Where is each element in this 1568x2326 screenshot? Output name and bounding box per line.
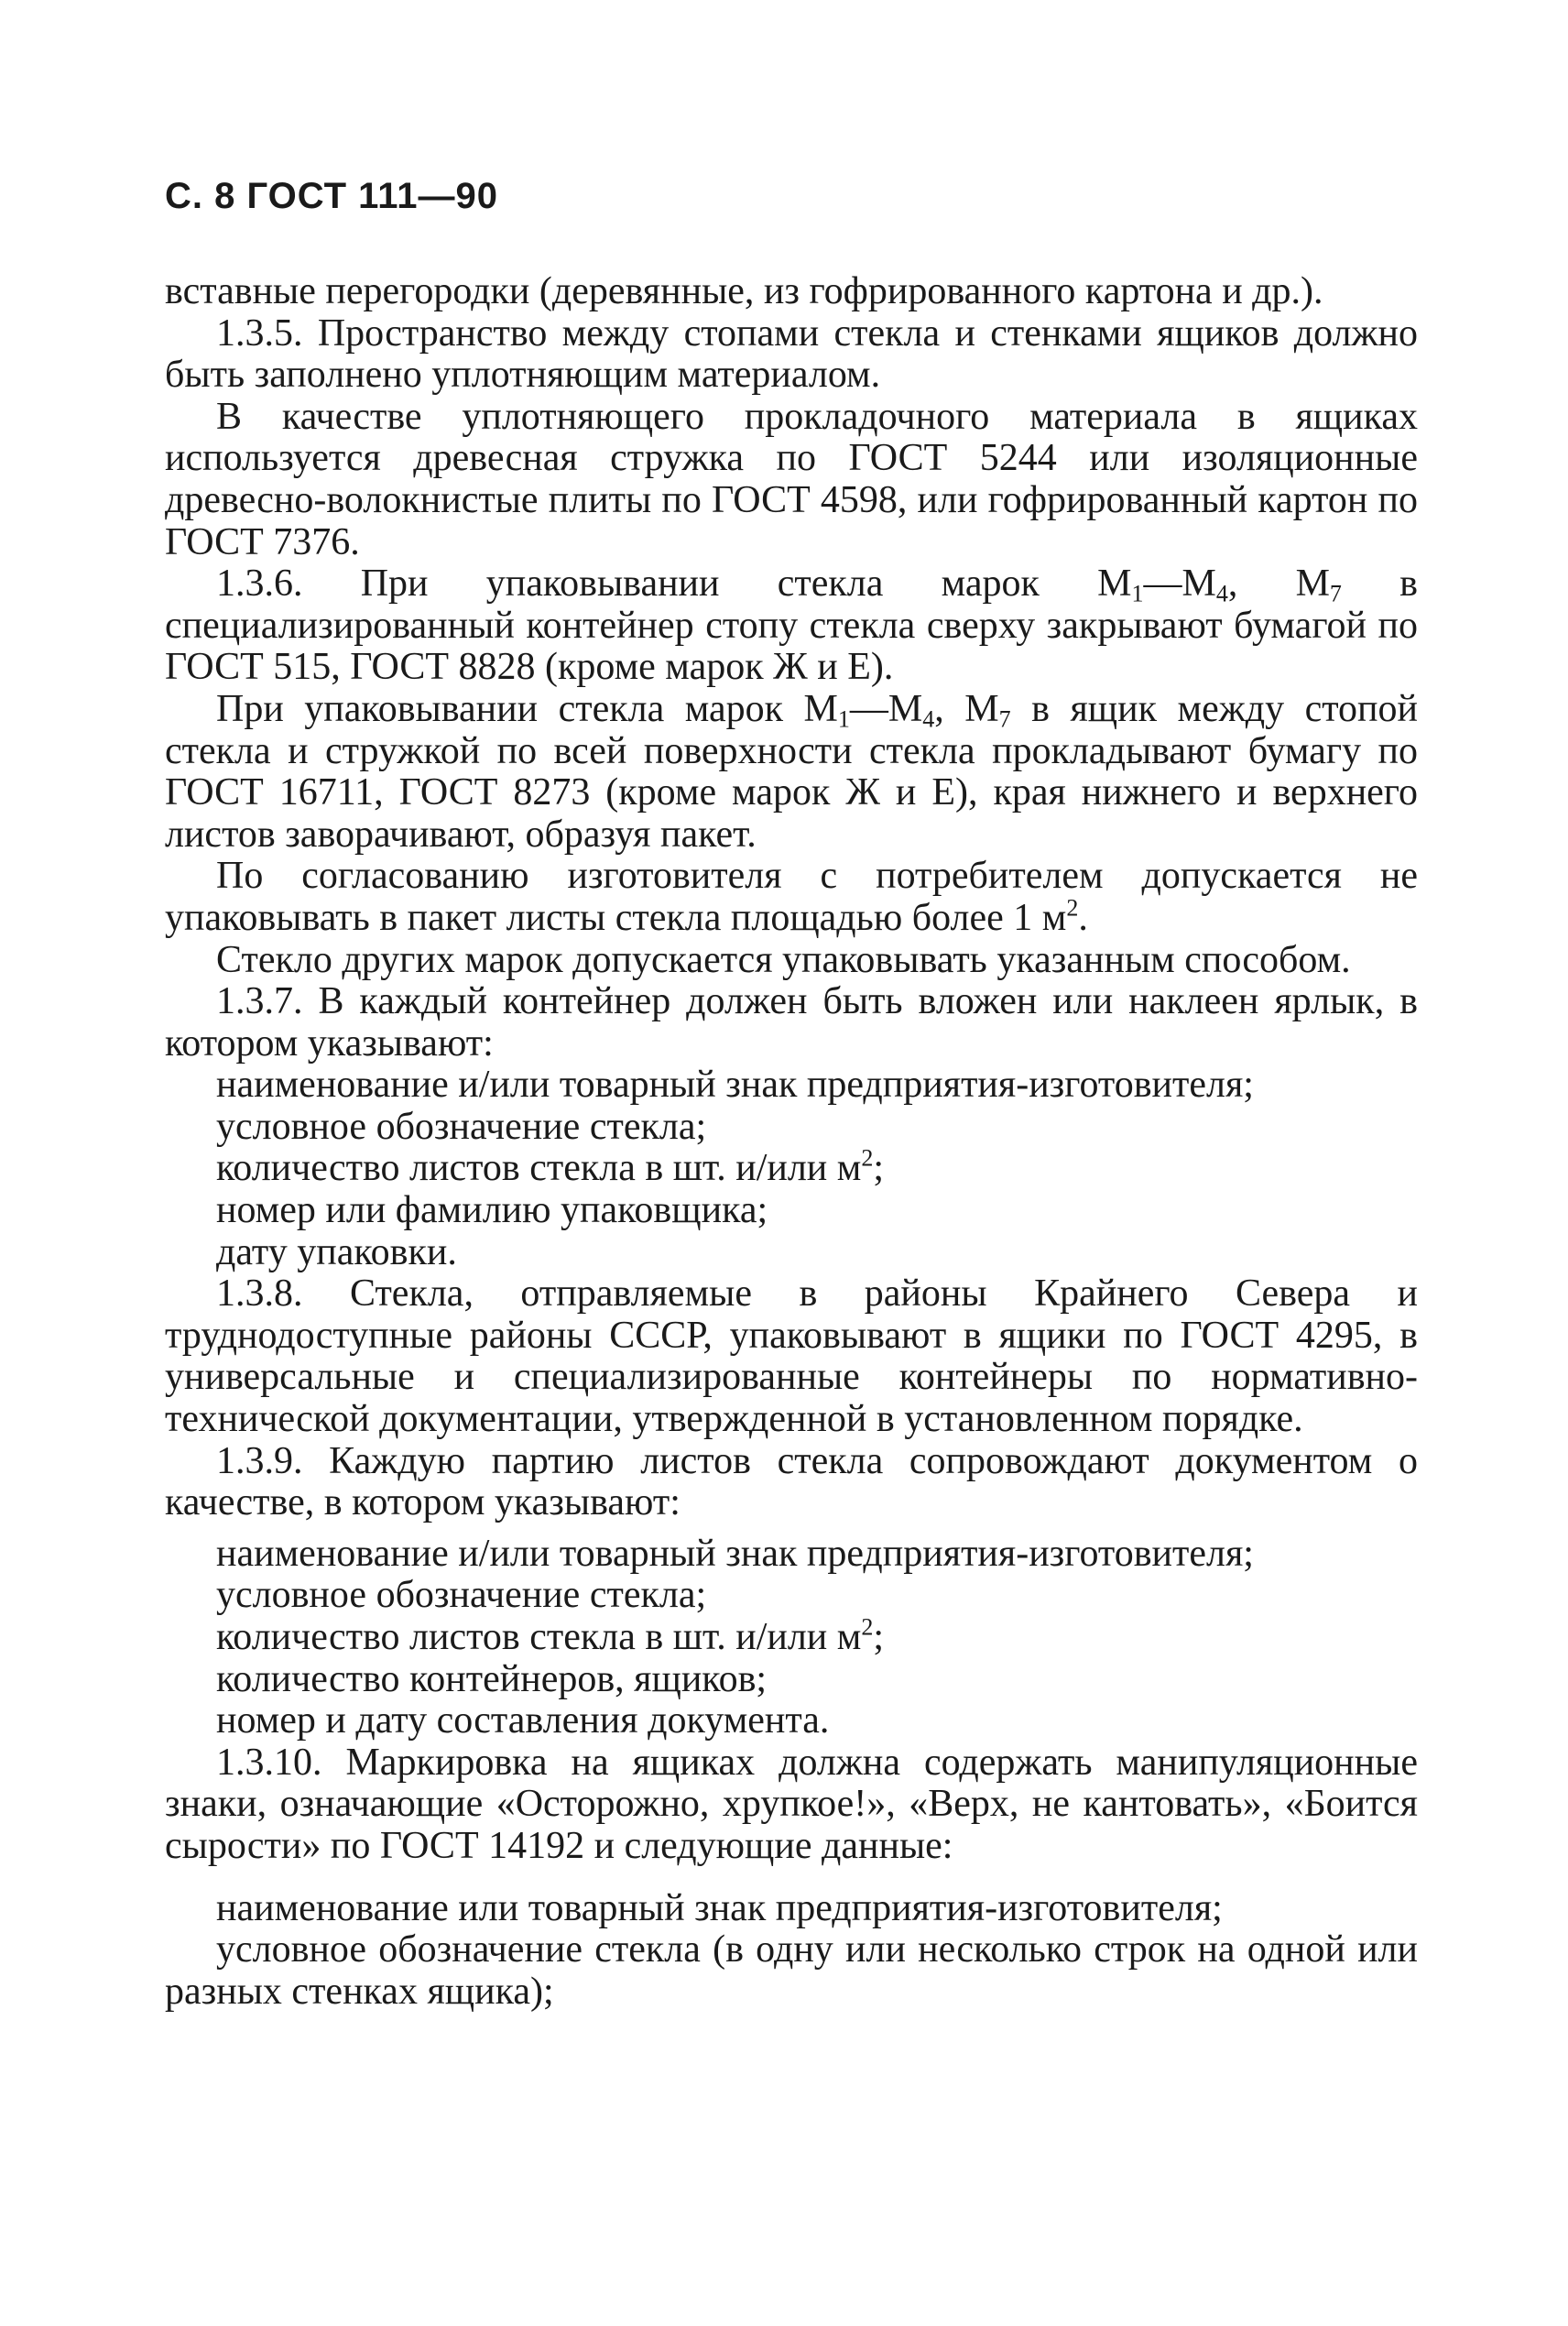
- paragraph-1-3-6: 1.3.6. При упаковывании стекла марок $М_1—М_4$, $М_7$ в специализированный контейнер стопу стекла сверху закрывают бумагой по ГОСТ 515, ГОСТ 8828 (кроме марок Ж и Е).: [165, 562, 1418, 689]
- list-item: количество контейнеров, ящиков;: [216, 1657, 768, 1700]
- list-item: количество листов стекла в шт. и/или $м^2$;: [216, 1144, 885, 1190]
- paragraph-other-grades: Стекло других марок допускается упаковывать указанным способом.: [216, 938, 1351, 981]
- list-item: условное обозначение стекла;: [216, 1105, 707, 1148]
- paragraph-1-3-5: 1.3.5. Пространство между стопами стекла и стенками ящиков должно быть заполнено уплотняющим материалом.: [165, 311, 1418, 397]
- page-header: С. 8 ГОСТ 111—90: [165, 176, 498, 216]
- list-item: номер или фамилию упаковщика;: [216, 1189, 768, 1232]
- paragraph-1-3-8: 1.3.8. Стекла, отправляемые в районы Крайнего Севера и труднодоступные районы СССР, упаковывают в ящики по ГОСТ 4295, в универсальные и специализированные контейнеры по нормативно-технической документации, утвержденной в установленном порядке.: [165, 1272, 1418, 1441]
- list-item: условное обозначение стекла;: [216, 1574, 707, 1617]
- paragraph-agreement: По согласованию изготовителя с потребителем допускается не упаковывать в пакет листы стекла площадью более 1 $м^2$.: [165, 855, 1418, 939]
- paragraph-continuation: вставные перегородки (деревянные, из гофрированного картона и др.).: [165, 270, 1323, 312]
- paragraph-packing-material: В качестве уплотняющего прокладочного материала в ящиках используется древесная стружка по ГОСТ 5244 или изоляционные древесно-волокнистые плиты по ГОСТ 4598, или гофрированный картон по ГОСТ 7376.: [165, 395, 1418, 563]
- list-item: наименование и/или товарный знак предприятия-изготовителя;: [216, 1064, 1254, 1107]
- paragraph-1-3-7: 1.3.7. В каждый контейнер должен быть вложен или наклеен ярлык, в котором указывают:: [165, 980, 1418, 1065]
- marking-list: [165, 1888, 1418, 2014]
- document-body: [165, 271, 1418, 2013]
- paragraph-box-packing: При упаковывании стекла марок $М_1—М_4$, $М_7$ в ящик между стопой стекла и стружкой по всей поверхности стекла прокладывают бумагу по ГОСТ 16711, ГОСТ 8273 (кроме марок Ж и Е), края нижнего и верхнего листов заворачивают, образуя пакет.: [165, 687, 1418, 856]
- list-item: наименование и/или товарный знак предприятия-изготовителя;: [216, 1532, 1254, 1575]
- list-item: количество листов стекла в шт. и/или $м^2$;: [216, 1613, 885, 1658]
- paragraph-1-3-10: 1.3.10. Маркировка на ящиках должна содержать манипуляционные знаки, означающие «Осторожно, хрупкое!», «Верх, не кантовать», «Боится сырости» по ГОСТ 14192 и следующие данные:: [165, 1741, 1418, 1867]
- label-list: [165, 1065, 1418, 1273]
- quality-document-list: [165, 1534, 1418, 1742]
- list-item: дату упаковки.: [216, 1230, 457, 1273]
- list-item: условное обозначение стекла (в одну или несколько строк на одной или разных стенках ящика);: [165, 1928, 1418, 2013]
- list-item: номер и дату составления документа.: [216, 1699, 830, 1742]
- paragraph-1-3-9: 1.3.9. Каждую партию листов стекла сопровождают документом о качестве, в котором указывают:: [165, 1439, 1418, 1524]
- list-item: наименование или товарный знак предприятия-изготовителя;: [216, 1886, 1223, 1929]
